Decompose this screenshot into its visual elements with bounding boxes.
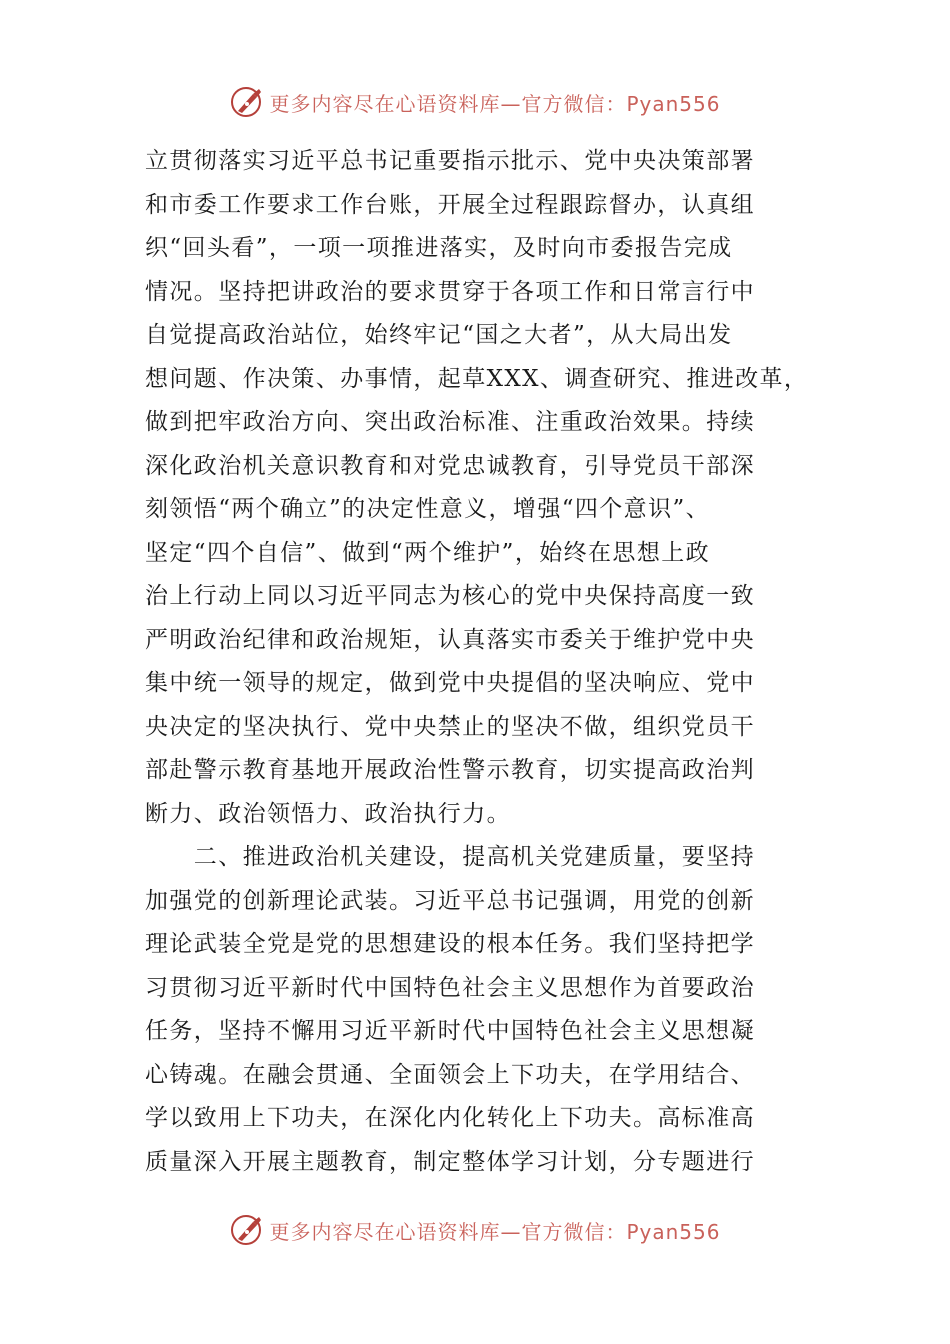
header-banner (0, 80, 950, 124)
body-line: 习贯彻习近平新时代中国特色社会主义思想作为首要政治 (145, 974, 755, 1001)
body-line: 心铸魂。在融会贯通、全面领会上下功夫，在学用结合、 (145, 1061, 755, 1088)
body-line: 严明政治纪律和政治规矩，认真落实市委关于维护党中央 (145, 626, 755, 653)
body-line: 质量深入开展主题教育，制定整体学习计划，分专题进行 (145, 1148, 755, 1175)
body-line: 加强党的创新理论武装。习近平总书记强调，用党的创新 (145, 887, 755, 914)
section-heading-line: 二、推进政治机关建设，提高机关党建质量，要坚持 (145, 844, 755, 870)
footer-banner (0, 1208, 950, 1252)
header-banner-text: 更多内容尽在心语资料库—官方微信：Pyan556 (269, 91, 721, 116)
footer-banner-text: 更多内容尽在心语资料库—官方微信：Pyan556 (269, 1219, 721, 1244)
body-line: 自觉提高政治站位，始终牢记“国之大者”，从大局出发 (145, 322, 733, 348)
body-line: 做到把牢政治方向、突出政治标准、注重政治效果。持续 (145, 409, 755, 435)
body-line: 集中统一领导的规定，做到党中央提倡的坚决响应、党中 (145, 670, 755, 696)
body-line: 刻领悟“两个确立”的决定性意义，增强“四个意识”、 (145, 496, 711, 522)
pen-nib-logo-icon (229, 1212, 265, 1248)
body-line: 和市委工作要求工作台账，开展全过程跟踪督办，认真组 (145, 191, 755, 218)
document-body (145, 140, 810, 1184)
body-line: 央决定的坚决执行、党中央禁止的坚决不做，组织党员干 (145, 713, 755, 740)
body-line: 理论武装全党是党的思想建设的根本任务。我们坚持把学 (145, 931, 755, 957)
body-line: 坚定“四个自信”、做到“两个维护”，始终在思想上政 (145, 539, 711, 566)
body-line: 部赴警示教育基地开展政治性警示教育，切实提高政治判 (145, 757, 755, 783)
body-line: 情况。坚持把讲政治的要求贯穿于各项工作和日常言行中 (145, 278, 755, 305)
body-line: 深化政治机关意识教育和对党忠诚教育，引导党员干部深 (145, 452, 755, 479)
body-line: 立贯彻落实习近平总书记重要指示批示、党中央决策部署 (145, 148, 755, 174)
body-line: 织“回头看”，一项一项推进落实，及时向市委报告完成 (145, 235, 733, 261)
body-line: 治上行动上同以习近平同志为核心的党中央保持高度一致 (145, 583, 755, 609)
body-line: 想问题、作决策、办事情，起草XXX、调查研究、推进改革， (145, 365, 809, 392)
body-line: 学以致用上下功夫，在深化内化转化上下功夫。高标准高 (145, 1105, 755, 1131)
body-line: 任务，坚持不懈用习近平新时代中国特色社会主义思想凝 (145, 1018, 755, 1044)
pen-nib-logo-icon (229, 84, 265, 120)
body-line: 断力、政治领悟力、政治执行力。 (145, 800, 511, 827)
